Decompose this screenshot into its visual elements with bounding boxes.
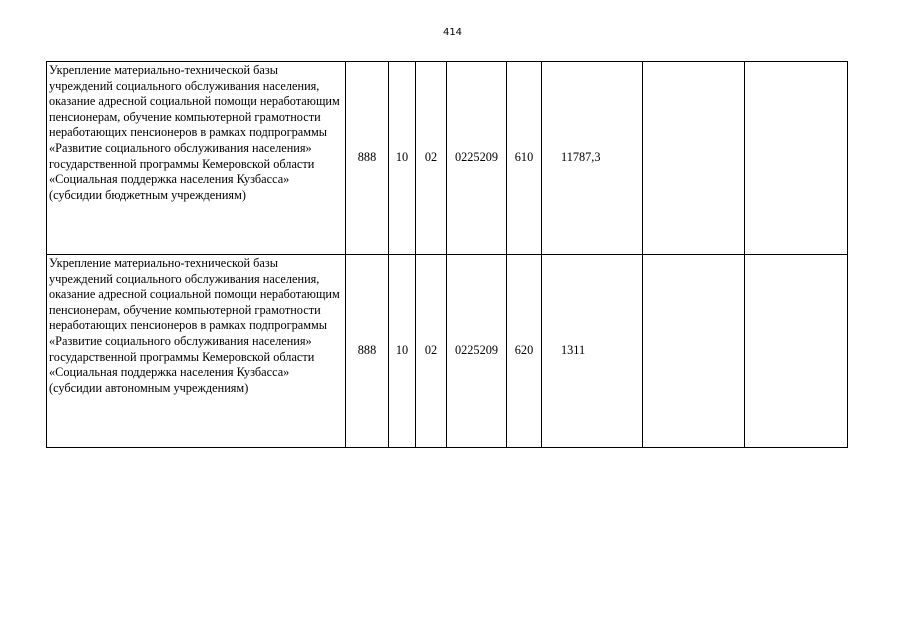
empty-cell — [745, 255, 848, 448]
expense-type-code: 620 — [507, 255, 542, 448]
row-description: Укрепление материально-технической базы учреждений социального обслуживания населения, оказание адресной социальной помощи неработающим пенсионерам, обучение компьютерной грамотности неработающих пенсионеров в рамках подпрограммы «Развитие социального обслуживания населения» государственной программы Кемеровской области «Социальная поддержка населения Кузбасса» (субсидии бюджетным учреждениям) — [47, 62, 346, 255]
subsection-code: 02 — [416, 255, 447, 448]
section-code: 10 — [389, 255, 416, 448]
empty-cell — [643, 62, 745, 255]
budget-table — [46, 61, 848, 448]
expense-type-code: 610 — [507, 62, 542, 255]
ministry-code: 888 — [346, 62, 389, 255]
empty-cell — [745, 62, 848, 255]
ministry-code: 888 — [346, 255, 389, 448]
row-description: Укрепление материально-технической базы учреждений социального обслуживания населения, оказание адресной социальной помощи неработающим пенсионерам, обучение компьютерной грамотности неработающих пенсионеров в рамках подпрограммы «Развитие социального обслуживания населения» государственной программы Кемеровской области «Социальная поддержка населения Кузбасса» (субсидии автономным учреждениям) — [47, 255, 346, 448]
target-article-code: 0225209 — [447, 62, 507, 255]
table-row — [47, 255, 848, 448]
section-code: 10 — [389, 62, 416, 255]
amount-cell: 11787,3 — [542, 62, 643, 255]
page-number: 414 — [442, 27, 463, 38]
table-row — [47, 62, 848, 255]
empty-cell — [643, 255, 745, 448]
target-article-code: 0225209 — [447, 255, 507, 448]
amount-cell: 1311 — [542, 255, 643, 448]
subsection-code: 02 — [416, 62, 447, 255]
